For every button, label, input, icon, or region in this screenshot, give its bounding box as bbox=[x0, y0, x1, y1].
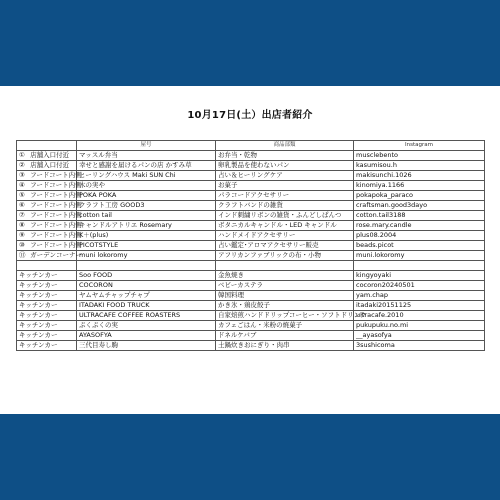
table-row bbox=[17, 311, 485, 321]
empty-cell bbox=[77, 261, 216, 271]
top-band bbox=[0, 0, 500, 86]
row-name: ULTRACAFE COFFEE ROASTERS bbox=[77, 311, 216, 321]
row-type: 韓国料理 bbox=[216, 291, 354, 301]
row-area bbox=[17, 251, 82, 261]
row-name: ぷくぷくの実 bbox=[77, 321, 216, 331]
row-number: ⑧ bbox=[19, 221, 25, 229]
row-area-label: 店舗入口付近 bbox=[30, 161, 70, 169]
row-type: ドネルケバブ bbox=[216, 331, 354, 341]
row-instagram: rose.mary.candle bbox=[354, 221, 485, 231]
row-name: クラフト工房 GOOD3 bbox=[77, 201, 216, 211]
table-row bbox=[17, 341, 485, 351]
row-instagram: musclebento bbox=[354, 151, 485, 161]
row-name: muni lokoromy bbox=[77, 251, 216, 261]
row-type: 土鍋炊きおにぎり・肉串 bbox=[216, 341, 354, 351]
row-area bbox=[17, 151, 77, 161]
row-number: ④ bbox=[19, 181, 25, 189]
row-instagram: kasumisou.h bbox=[354, 161, 485, 171]
page-title: 10月17日(土）出店者紹介 bbox=[187, 110, 313, 121]
table-row bbox=[17, 201, 485, 211]
empty-cell bbox=[17, 261, 77, 271]
header-area bbox=[17, 141, 77, 151]
row-area bbox=[17, 221, 82, 231]
row-area bbox=[17, 201, 82, 211]
row-type: ベビーカステラ bbox=[216, 281, 354, 291]
row-type: インド刺繍リボンの雑貨・ふんどしぱんつ bbox=[216, 211, 354, 221]
empty-cell bbox=[216, 261, 354, 271]
row-number: ⑦ bbox=[19, 211, 25, 219]
row-area: キッチンカー bbox=[17, 331, 77, 341]
row-name: K＋(plus) bbox=[77, 231, 216, 241]
row-instagram: itadaki20151125 bbox=[354, 301, 485, 311]
table-row bbox=[17, 151, 485, 161]
row-number: ⑪ bbox=[19, 251, 26, 259]
row-area: キッチンカー bbox=[17, 281, 77, 291]
row-area bbox=[17, 211, 82, 221]
row-area-label: フードコート内側 bbox=[30, 211, 82, 219]
table-row bbox=[17, 221, 485, 231]
row-area: キッチンカー bbox=[17, 301, 77, 311]
row-area bbox=[17, 231, 82, 241]
table-row bbox=[17, 191, 485, 201]
row-instagram: makisunchi.1026 bbox=[354, 171, 485, 181]
row-name: ITADAKI FOOD TRUCK bbox=[77, 301, 216, 311]
row-number: ② bbox=[19, 161, 25, 169]
table-header-row bbox=[17, 141, 485, 151]
row-type: ボタニカルキャンドル・LED キャンドル bbox=[216, 221, 354, 231]
row-name: キャンドルアトリエ Rosemary bbox=[77, 221, 216, 231]
row-area bbox=[17, 191, 82, 201]
table-row bbox=[17, 161, 485, 171]
row-area bbox=[17, 181, 82, 191]
row-area bbox=[17, 241, 82, 251]
row-number: ⑩ bbox=[19, 241, 25, 249]
row-instagram: __ayasofya bbox=[354, 331, 485, 341]
vendor-table bbox=[16, 140, 485, 351]
row-instagram: ultracafe.2010 bbox=[354, 311, 485, 321]
row-area-label: フードコート内側 bbox=[30, 171, 82, 179]
table-row bbox=[17, 231, 485, 241]
row-area-label: フードコート内側 bbox=[30, 201, 82, 209]
empty-cell bbox=[354, 261, 485, 271]
row-instagram: cotton.tail3188 bbox=[354, 211, 485, 221]
row-area-label: 店舗入口付近 bbox=[30, 151, 70, 159]
row-type: ハンドメイドアクセサリー bbox=[216, 231, 354, 241]
table-row-spacer bbox=[17, 261, 485, 271]
row-name: 木の実や bbox=[77, 181, 216, 191]
header-instagram: Instagram bbox=[354, 141, 485, 151]
row-area: キッチンカー bbox=[17, 321, 77, 331]
table-row bbox=[17, 331, 485, 341]
table-row bbox=[17, 241, 485, 251]
table-row bbox=[17, 271, 485, 281]
row-number: ① bbox=[19, 151, 25, 159]
row-type: 自家焙煎ハンドドリップコーヒー・ソフトドリンク bbox=[216, 311, 354, 321]
row-type: 金魚焼き bbox=[216, 271, 354, 281]
row-type: カフェごはん・米粉の焼菓子 bbox=[216, 321, 354, 331]
row-name: ヒーリングハウス Maki SUN Chi bbox=[77, 171, 216, 181]
table-row bbox=[17, 211, 485, 221]
table-row bbox=[17, 251, 485, 261]
row-area-label: フードコート内側 bbox=[30, 221, 82, 229]
row-type: お弁当・乾物 bbox=[216, 151, 354, 161]
row-instagram: craftsman.good3dayo bbox=[354, 201, 485, 211]
row-instagram: kingyoyaki bbox=[354, 271, 485, 281]
table-row bbox=[17, 181, 485, 191]
row-instagram: cocoron20240501 bbox=[354, 281, 485, 291]
row-area-label: フードコート内側 bbox=[30, 241, 82, 249]
row-area-label: フードコート内側 bbox=[30, 231, 82, 239]
row-type: パラコードアクセサリー bbox=[216, 191, 354, 201]
row-instagram: yam.chap bbox=[354, 291, 485, 301]
row-instagram: kinomiya.1166 bbox=[354, 181, 485, 191]
row-instagram: muni.lokoromy bbox=[354, 251, 485, 261]
row-name: ヤムヤムチャップチャプ bbox=[77, 291, 216, 301]
row-area-label: フードコート内側 bbox=[30, 191, 82, 199]
row-number: ⑤ bbox=[19, 191, 25, 199]
row-type: 占い＆ヒーリングケア bbox=[216, 171, 354, 181]
row-name: PICOTSTYLE bbox=[77, 241, 216, 251]
row-area bbox=[17, 161, 77, 171]
row-name: cotton tail bbox=[77, 211, 216, 221]
row-type: お菓子 bbox=[216, 181, 354, 191]
table-row bbox=[17, 301, 485, 311]
table-row bbox=[17, 291, 485, 301]
row-name: POKA POKA bbox=[77, 191, 216, 201]
row-instagram: pukupuku.no.mi bbox=[354, 321, 485, 331]
table-row bbox=[17, 281, 485, 291]
row-name: マッスル弁当 bbox=[77, 151, 216, 161]
row-area-label: フードコート内側 bbox=[30, 181, 82, 189]
row-instagram: 3sushicoma bbox=[354, 341, 485, 351]
row-type: 卵乳製品を使わないパン bbox=[216, 161, 354, 171]
row-instagram: pokapoka_paraco bbox=[354, 191, 485, 201]
row-type: クラフトバンドの雑貨 bbox=[216, 201, 354, 211]
row-area-label: ガーデンコーナー bbox=[30, 251, 82, 259]
row-type: かき氷・鶏皮餃子 bbox=[216, 301, 354, 311]
row-number: ⑨ bbox=[19, 231, 25, 239]
header-name: 屋号 bbox=[77, 141, 216, 151]
row-number: ⑥ bbox=[19, 201, 25, 209]
row-number: ③ bbox=[19, 171, 25, 179]
row-name: AYASOFYA bbox=[77, 331, 216, 341]
table-row bbox=[17, 321, 485, 331]
row-instagram: plus08.2004 bbox=[354, 231, 485, 241]
row-area: キッチンカー bbox=[17, 311, 77, 321]
row-area bbox=[17, 171, 82, 181]
row-type: アフリカンファブリックの布・小物 bbox=[216, 251, 354, 261]
row-area: キッチンカー bbox=[17, 291, 77, 301]
row-name: Soo FOOD bbox=[77, 271, 216, 281]
table-row bbox=[17, 171, 485, 181]
row-type: 占い鑑定･アロマアクセサリー販売 bbox=[216, 241, 354, 251]
row-area: キッチンカー bbox=[17, 271, 77, 281]
document-sheet bbox=[0, 86, 500, 414]
row-name: 幸せと感謝を届けるパンの店 かすみ草 bbox=[77, 161, 216, 171]
row-name: 三代目寿し駒 bbox=[77, 341, 216, 351]
bottom-band bbox=[0, 414, 500, 500]
row-name: COCORON bbox=[77, 281, 216, 291]
row-instagram: beads.picot bbox=[354, 241, 485, 251]
header-type: 商品部類 bbox=[216, 141, 354, 151]
row-area: キッチンカー bbox=[17, 341, 77, 351]
